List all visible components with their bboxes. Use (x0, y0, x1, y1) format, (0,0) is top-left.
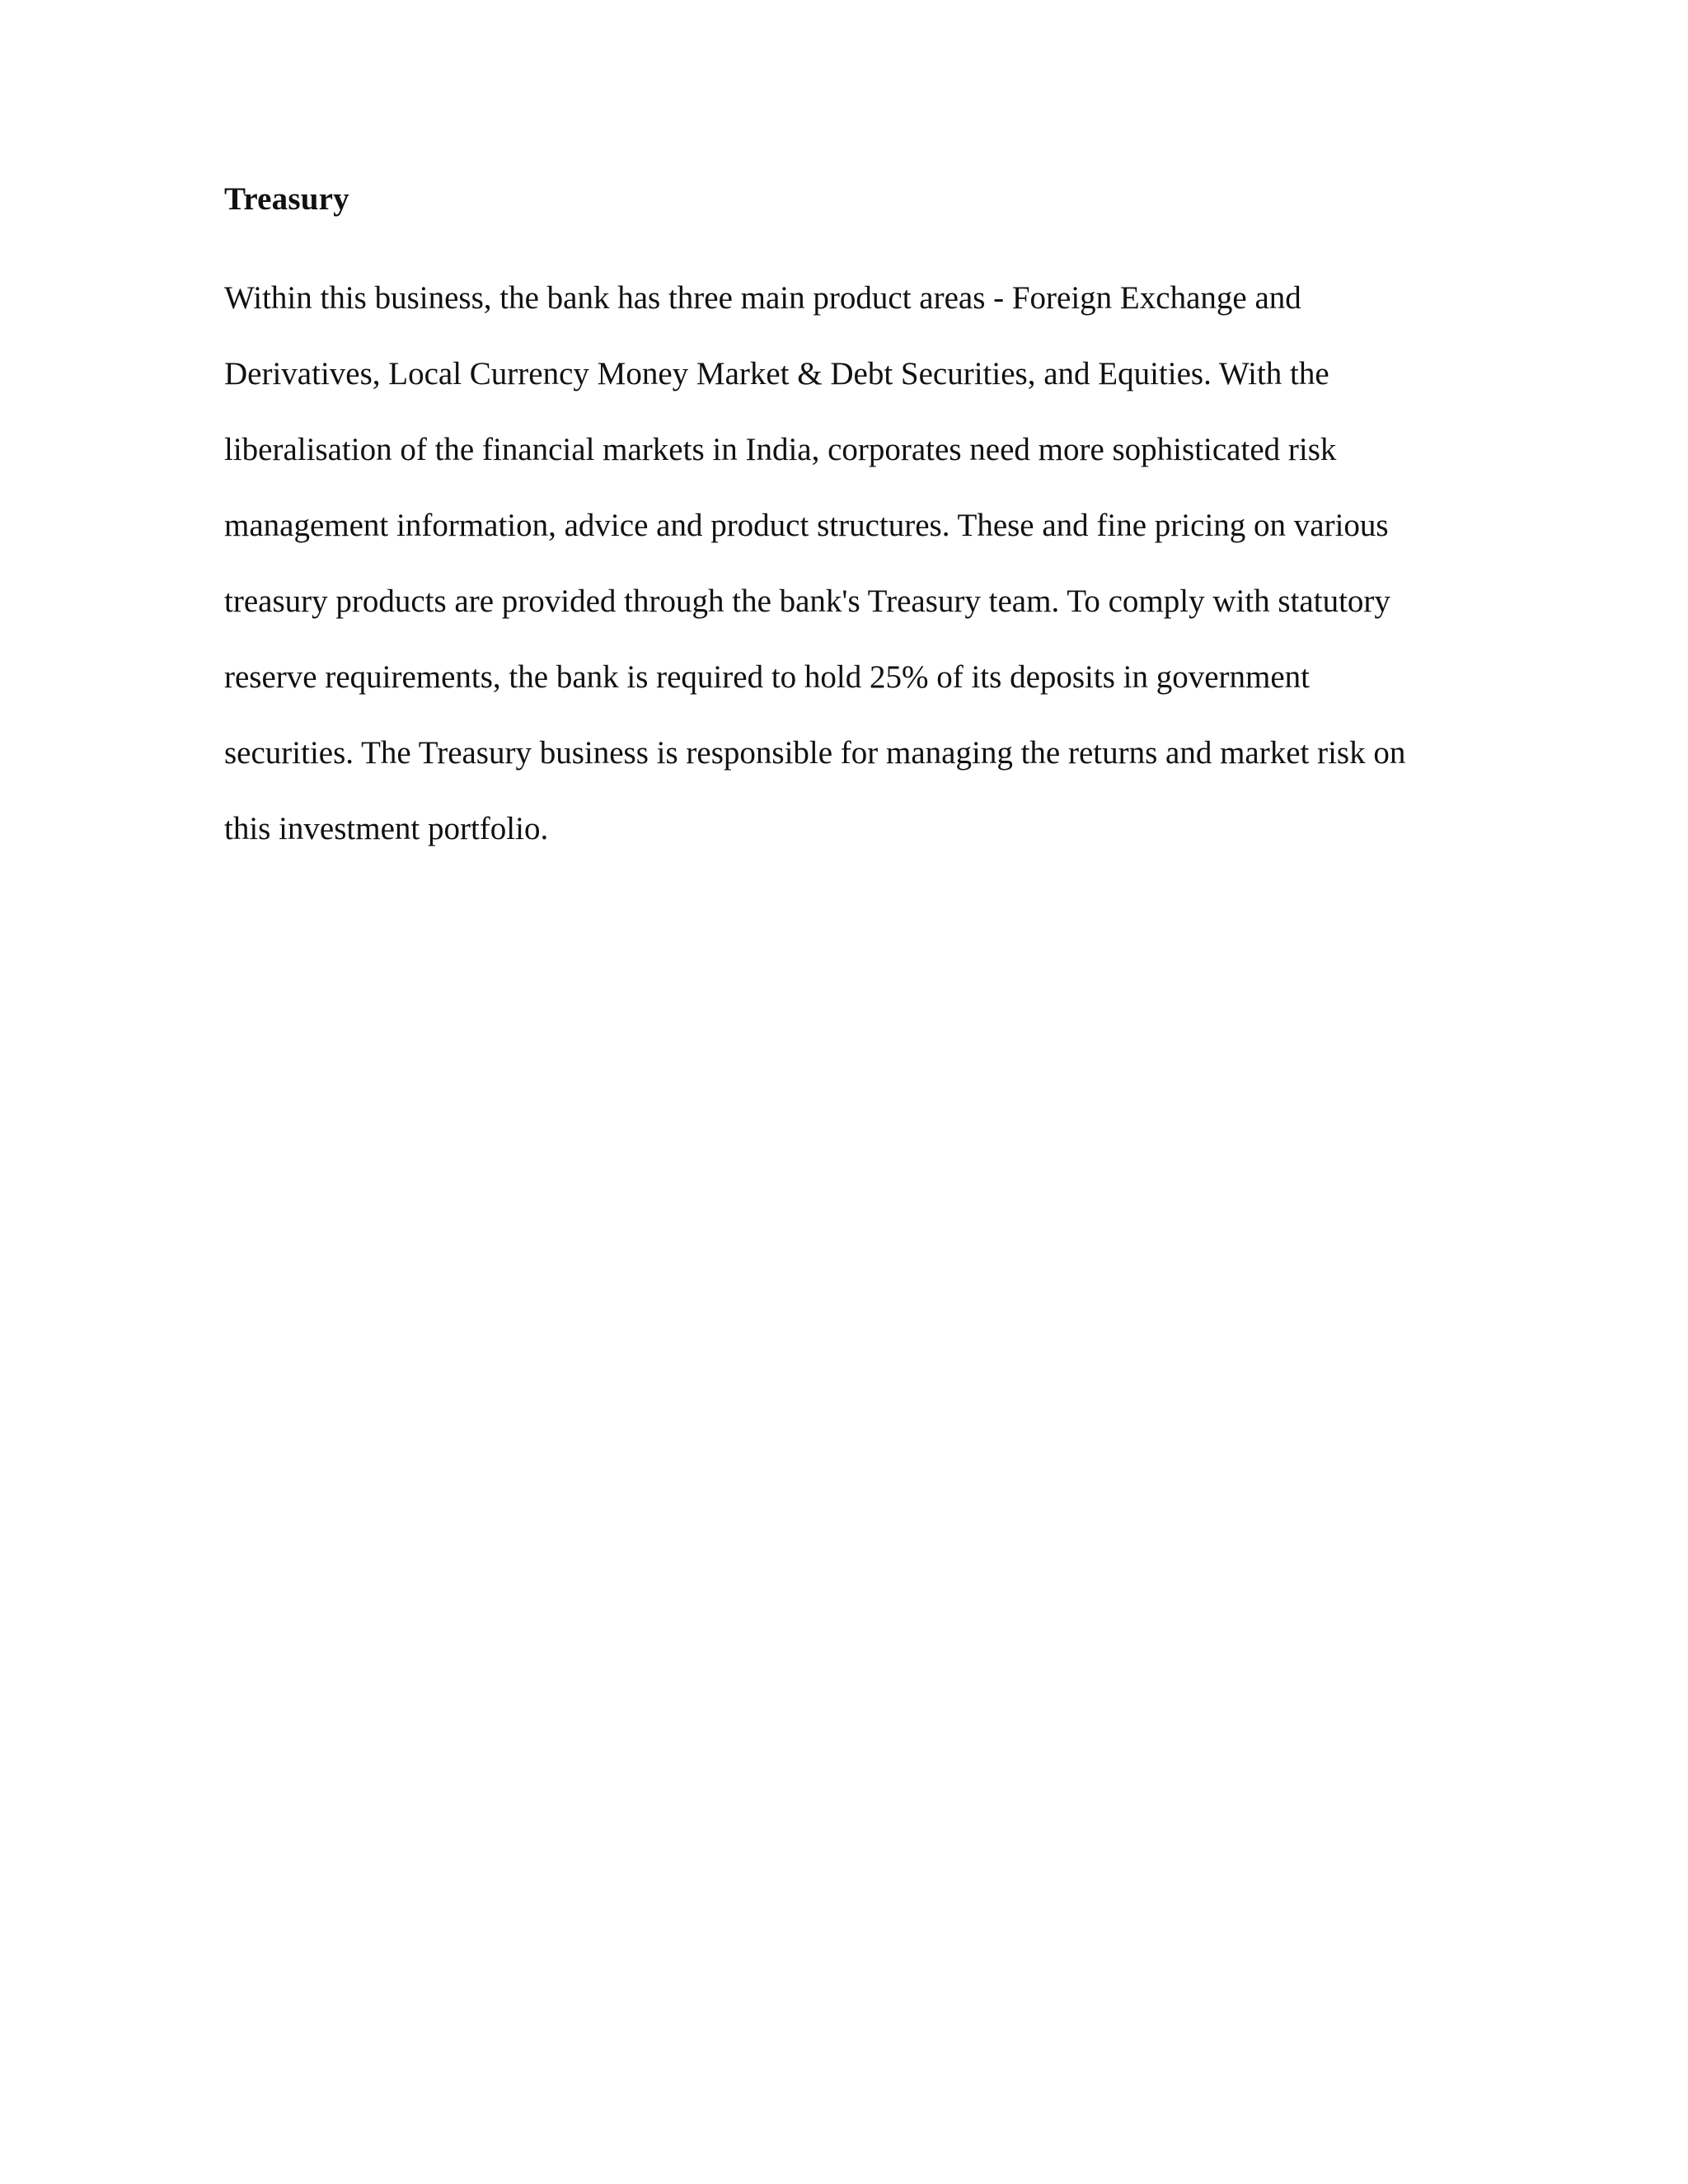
section-paragraph (224, 260, 1477, 867)
paragraph-line: liberalisation of the financial markets in India, corporates need more sophisticated risk (224, 432, 1337, 467)
paragraph-line: management information, advice and product structures. These and fine pricing on various (224, 508, 1389, 543)
paragraph-line: this investment portfolio. (224, 811, 549, 846)
paragraph-line: Derivatives, Local Currency Money Market & Debt Securities, and Equities. With the (224, 356, 1329, 391)
paragraph-line: reserve requirements, the bank is required to hold 25% of its deposits in government (224, 659, 1311, 695)
document-content (224, 183, 1477, 867)
section-heading: Treasury (224, 181, 349, 217)
paragraph-line: Within this business, the bank has three main product areas - Foreign Exchange and (224, 280, 1301, 316)
paragraph-line: treasury products are provided through the bank's Treasury team. To comply with statutory (224, 583, 1390, 619)
paragraph-line: securities. The Treasury business is responsible for managing the returns and market risk on (224, 735, 1406, 771)
